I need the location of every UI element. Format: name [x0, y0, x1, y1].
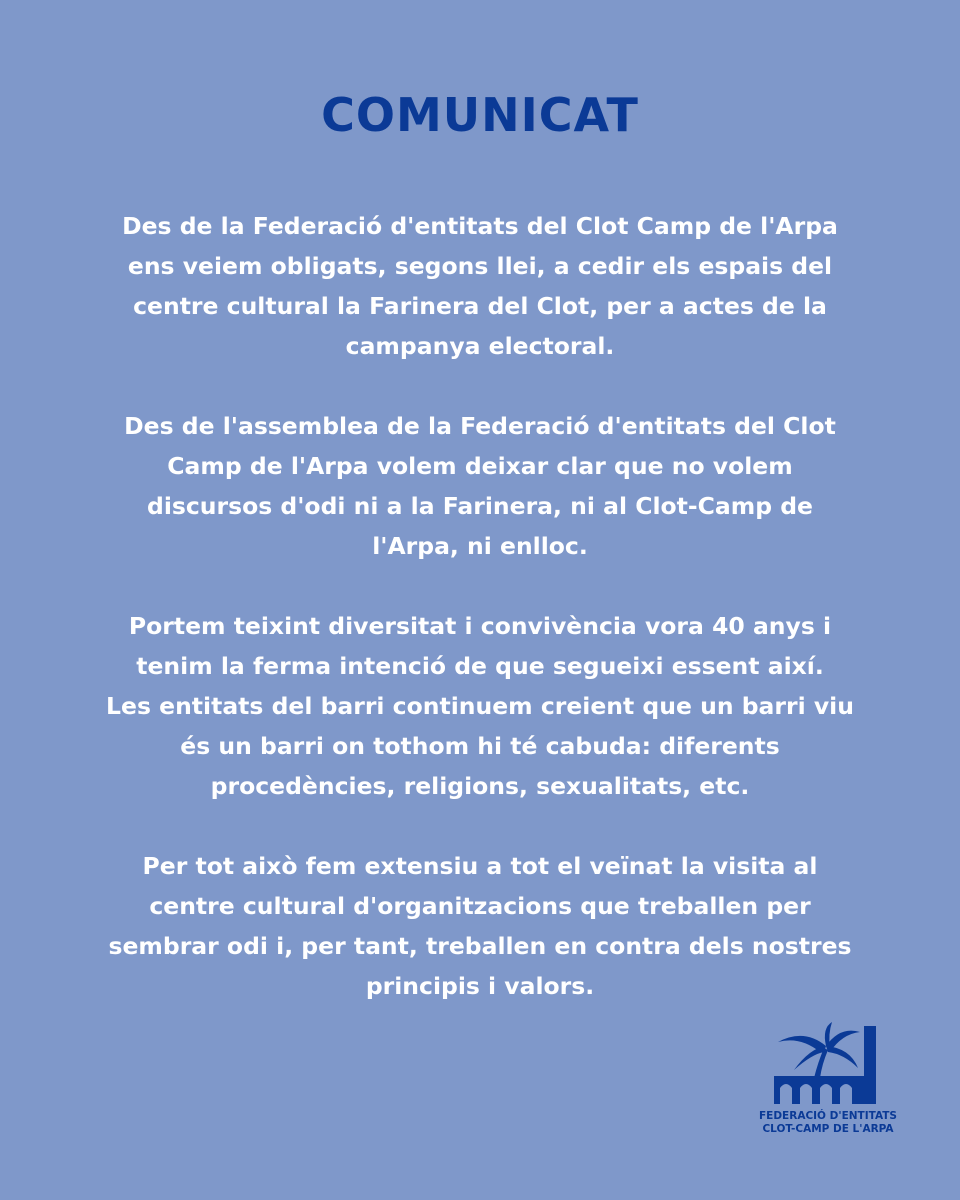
text-line: és un barri on tothom hi té cabuda: diferents [180, 732, 780, 760]
text-line: discursos d'odi ni a la Farinera, ni al Clot-Camp de [147, 492, 813, 520]
text-line: Per tot això fem extensiu a tot el veïnat la visita al [142, 852, 818, 880]
text-line: tenim la ferma intenció de que segueixi essent així. [136, 652, 824, 680]
statement-body [80, 206, 880, 1046]
text-line: Camp de l'Arpa volem deixar clar que no volem [167, 452, 793, 480]
paragraph-1 [80, 206, 880, 366]
text-line: Portem teixint diversitat i convivència vora 40 anys i [128, 612, 832, 640]
logo-wordmark [748, 1110, 908, 1136]
text-line: centre cultural la Farinera del Clot, per a actes de la [133, 292, 827, 320]
text-line: centre cultural d'organitzacions que treballen per [149, 892, 811, 920]
text-line: principis i valors. [365, 972, 595, 1000]
text-line: Les entitats del barri continuem creient que un barri viu [106, 692, 854, 720]
text-line: Des de la Federació d'entitats del Clot Camp de l'Arpa [122, 212, 838, 240]
logo-line-1: FEDERACIÓ D'ENTITATS [759, 1110, 897, 1122]
paragraph-3 [80, 606, 880, 806]
federation-logo [748, 1022, 908, 1142]
text-line: ens veiem obligats, segons llei, a cedir els espais del [127, 252, 833, 280]
paragraph-4 [80, 846, 880, 1006]
palm-factory-icon [764, 1022, 892, 1108]
text-line: l'Arpa, ni enlloc. [372, 532, 588, 560]
text-line: Des de l'assemblea de la Federació d'entitats del Clot [124, 412, 836, 440]
logo-line-2: CLOT-CAMP DE L'ARPA [762, 1123, 894, 1135]
text-line: procedències, religions, sexualitats, etc. [210, 772, 750, 800]
paragraph-2 [80, 406, 880, 566]
text-line: sembrar odi i, per tant, treballen en contra dels nostres [108, 932, 852, 960]
page-title: COMUNICAT [321, 88, 639, 142]
text-line: campanya electoral. [345, 332, 615, 360]
